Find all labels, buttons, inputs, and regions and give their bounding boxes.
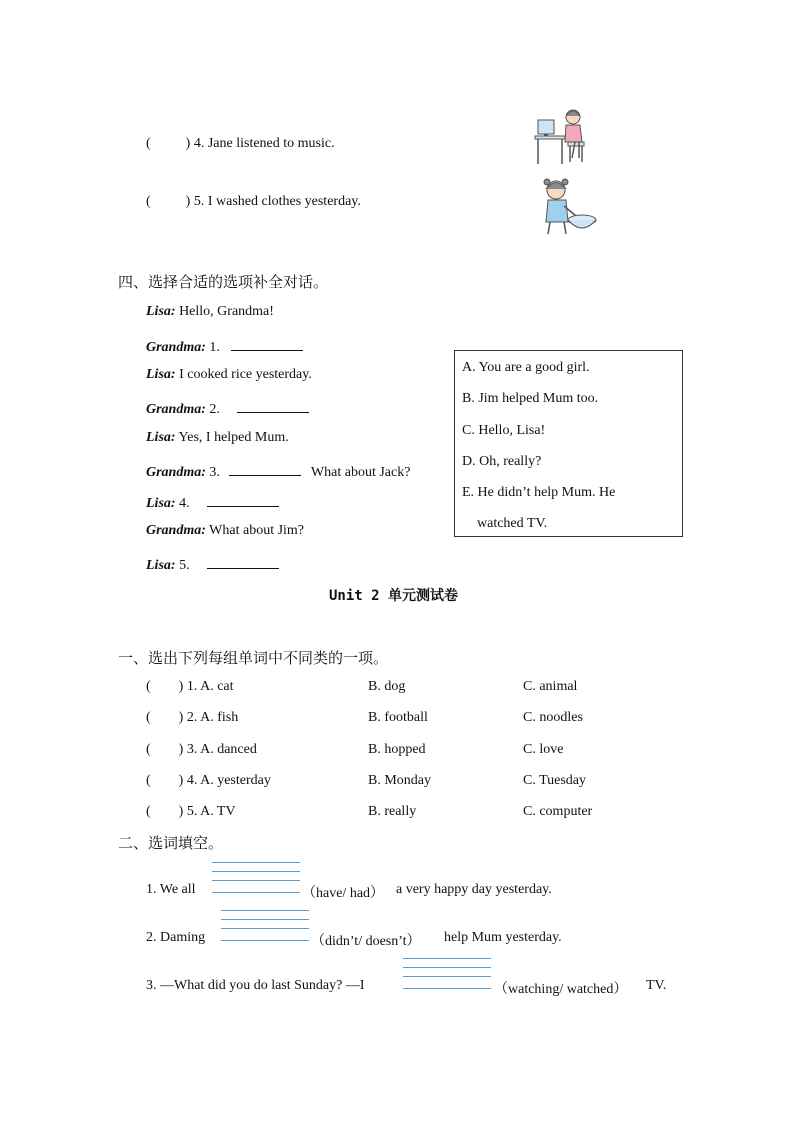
dialogue-line-3: Lisa: I cooked rice yesterday.	[146, 367, 312, 382]
fill-item-3-choice: （watching/ watched）	[494, 982, 628, 997]
writing-line	[212, 880, 300, 881]
options-box	[454, 350, 683, 537]
fill-item-1-suffix: a very happy day yesterday.	[396, 882, 552, 897]
row-2-option-b: B. football	[368, 710, 428, 725]
section1-row-1: ( ) 1. A. cat	[146, 679, 234, 694]
section1-row-2: ( ) 2. A. fish	[146, 710, 239, 725]
answer-paren-open[interactable]: (	[146, 194, 151, 209]
speaker-name: Lisa:	[146, 558, 176, 573]
dialogue-line-2: Grandma: 1.	[146, 336, 303, 356]
answer-blank[interactable]	[231, 336, 303, 351]
row-4-option-b: B. Monday	[368, 773, 431, 788]
writing-line	[403, 976, 491, 977]
dialogue-line-5: Lisa: Yes, I helped Mum.	[146, 430, 289, 445]
dialogue-line-8: Grandma: What about Jim?	[146, 523, 305, 538]
section1-heading: 一、选出下列每组单词中不同类的一项。	[118, 649, 389, 667]
answer-paren-open[interactable]: (	[146, 710, 151, 725]
writing-line	[403, 988, 491, 989]
fill-item-2-choice: （didn’t/ doesn’t）	[311, 934, 421, 949]
row-5-option-b: B. really	[368, 804, 417, 819]
speaker-name: Grandma:	[146, 523, 206, 538]
speaker-name: Lisa:	[146, 430, 176, 445]
option-d: D. Oh, really?	[462, 454, 542, 469]
part3-item-4: ( ) 4. Jane listened to music.	[146, 136, 335, 151]
section1-row-3: ( ) 3. A. danced	[146, 742, 257, 757]
section1-row-5: ( ) 5. A. TV	[146, 804, 236, 819]
section1-row-4: ( ) 4. A. yesterday	[146, 773, 271, 788]
option-b: B. Jim helped Mum too.	[462, 391, 599, 406]
fill-item-1-prefix: 1. We all	[146, 882, 196, 897]
answer-blank[interactable]	[207, 492, 279, 507]
writing-line	[212, 871, 300, 872]
girl-washing-clothes-illustration	[538, 176, 598, 238]
part3-item-5: ( ) 5. I washed clothes yesterday.	[146, 194, 361, 209]
row-1-option-c: C. animal	[523, 679, 578, 694]
row-3-option-c: C. love	[523, 742, 564, 757]
answer-blank[interactable]	[229, 461, 301, 476]
speaker-name: Grandma:	[146, 465, 206, 480]
option-c: C. Hello, Lisa!	[462, 423, 546, 438]
dialogue-line-4: Grandma: 2.	[146, 398, 309, 418]
speaker-name: Grandma:	[146, 340, 206, 355]
option-e: E. He didn’t help Mum. He	[462, 485, 616, 500]
writing-line	[221, 919, 309, 920]
dialogue-line-6: Grandma: 3. What about Jack?	[146, 461, 410, 481]
writing-line	[221, 928, 309, 929]
speaker-name: Grandma:	[146, 402, 206, 417]
fill-item-2-suffix: help Mum yesterday.	[444, 930, 562, 945]
row-2-option-c: C. noodles	[523, 710, 583, 725]
option-a: A. You are a good girl.	[462, 360, 590, 375]
fill-item-1-choice: （have/ had）	[302, 886, 385, 901]
girl-at-computer-illustration	[532, 106, 594, 168]
section2-heading: 二、选词填空。	[118, 834, 224, 852]
answer-paren-open[interactable]: (	[146, 679, 151, 694]
row-3-option-b: B. hopped	[368, 742, 426, 757]
unit-title: Unit 2 单元测试卷	[329, 588, 459, 604]
answer-blank[interactable]	[207, 554, 279, 569]
writing-line	[221, 910, 309, 911]
writing-line	[212, 892, 300, 893]
writing-line	[212, 862, 300, 863]
answer-paren-open[interactable]: (	[146, 804, 151, 819]
dialogue-line-1: Lisa: Hello, Grandma!	[146, 304, 274, 319]
fill-item-2-prefix: 2. Daming	[146, 930, 206, 945]
dialogue-line-9: Lisa: 5.	[146, 554, 279, 574]
row-5-option-c: C. computer	[523, 804, 593, 819]
fill-item-3-prefix: 3. —What did you do last Sunday? —I	[146, 978, 365, 993]
answer-blank[interactable]	[237, 398, 309, 413]
writing-line	[403, 967, 491, 968]
writing-line	[403, 958, 491, 959]
part4-heading: 四、选择合适的选项补全对话。	[118, 273, 329, 291]
answer-paren-open[interactable]: (	[146, 742, 151, 757]
writing-line	[221, 940, 309, 941]
fill-item-3-suffix: TV.	[646, 978, 667, 993]
row-4-option-c: C. Tuesday	[523, 773, 587, 788]
speaker-name: Lisa:	[146, 367, 176, 382]
speaker-name: Lisa:	[146, 304, 176, 319]
option-e-continued: watched TV.	[477, 516, 548, 531]
speaker-name: Lisa:	[146, 496, 176, 511]
answer-paren-open[interactable]: (	[146, 136, 151, 151]
answer-paren-open[interactable]: (	[146, 773, 151, 788]
dialogue-line-7: Lisa: 4.	[146, 492, 279, 512]
row-1-option-b: B. dog	[368, 679, 406, 694]
